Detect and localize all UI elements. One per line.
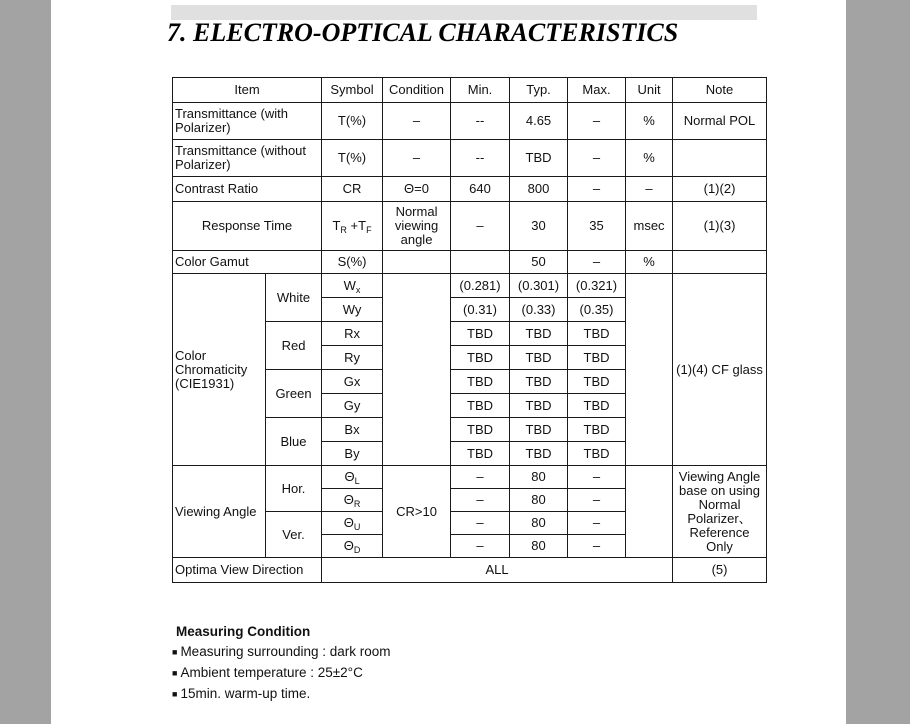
min-cell: TBD: [451, 418, 510, 442]
viewing-item-cell: Viewing Angle: [173, 466, 266, 558]
typ-cell: TBD: [510, 442, 568, 466]
max-cell: (0.321): [568, 274, 626, 298]
symbol-cell: Gx: [322, 370, 383, 394]
condition-cell: Normal viewing angle: [383, 202, 451, 251]
max-cell: –: [568, 177, 626, 202]
max-cell: TBD: [568, 322, 626, 346]
max-cell: TBD: [568, 346, 626, 370]
typ-cell: TBD: [510, 322, 568, 346]
max-cell: –: [568, 535, 626, 558]
condition-cell: CR>10: [383, 466, 451, 558]
typ-cell: TBD: [510, 140, 568, 177]
unit-cell: %: [626, 251, 673, 274]
typ-cell: 4.65: [510, 103, 568, 140]
item-cell: Contrast Ratio: [173, 177, 322, 202]
note-cell: (1)(3): [673, 202, 767, 251]
row-color-gamut: [173, 251, 767, 274]
max-cell: –: [568, 140, 626, 177]
header-item: Item: [173, 78, 322, 103]
symbol-subscript: R: [340, 225, 347, 235]
row-response-time: [173, 202, 767, 251]
header-typ: Typ.: [510, 78, 568, 103]
chromaticity-item-cell: Color Chromaticity (CIE1931): [173, 274, 266, 466]
min-cell: TBD: [451, 370, 510, 394]
max-cell: –: [568, 103, 626, 140]
hor-label: Hor.: [266, 466, 322, 512]
row-chroma-wx: [173, 274, 767, 298]
unit-cell: –: [626, 177, 673, 202]
typ-cell: 800: [510, 177, 568, 202]
measuring-item: [172, 642, 391, 663]
typ-cell: TBD: [510, 370, 568, 394]
max-cell: –: [568, 489, 626, 512]
symbol-cell: [322, 512, 383, 535]
symbol-cell: CR: [322, 177, 383, 202]
symbol-cell: Rx: [322, 322, 383, 346]
symbol-cell: Wy: [322, 298, 383, 322]
header-symbol: Symbol: [322, 78, 383, 103]
red-label: Red: [266, 322, 322, 370]
measuring-item-text: 15min. warm-up time.: [180, 686, 311, 701]
viewing-note-cell: Viewing Angle base on using Normal Polarizer、Reference Only: [673, 466, 767, 558]
unit-cell: [626, 466, 673, 558]
row-contrast-ratio: [173, 177, 767, 202]
min-cell: 640: [451, 177, 510, 202]
typ-cell: (0.33): [510, 298, 568, 322]
symbol-subscript: R: [353, 499, 361, 509]
max-cell: TBD: [568, 370, 626, 394]
symbol-cell: [322, 535, 383, 558]
condition-cell: [383, 274, 451, 466]
max-cell: TBD: [568, 394, 626, 418]
typ-cell: 80: [510, 466, 568, 489]
chromaticity-note-cell: (1)(4) CF glass: [673, 274, 767, 466]
min-cell: –: [451, 466, 510, 489]
note-cell: [673, 140, 767, 177]
symbol-subscript: F: [366, 225, 372, 235]
symbol-part: W: [343, 277, 356, 293]
symbol-cell: Gy: [322, 394, 383, 418]
bullet-icon: ■: [172, 647, 178, 657]
header-min: Min.: [451, 78, 510, 103]
theta-symbol: Θ: [344, 469, 355, 484]
bullet-icon: ■: [172, 668, 178, 678]
measuring-item: [172, 684, 391, 705]
symbol-cell: T(%): [322, 140, 383, 177]
document-page: [51, 0, 846, 724]
min-cell: –: [451, 512, 510, 535]
row-view-thetaL: [173, 466, 767, 489]
typ-cell: TBD: [510, 346, 568, 370]
measuring-title: Measuring Condition: [176, 624, 311, 639]
typ-cell: 80: [510, 512, 568, 535]
header-condition: Condition: [383, 78, 451, 103]
measuring-item-text: Measuring surrounding : dark room: [180, 644, 391, 659]
symbol-subscript: x: [355, 284, 361, 295]
condition-cell: Θ=0: [383, 177, 451, 202]
measuring-item-text: Ambient temperature : 25±2°C: [180, 665, 363, 680]
min-cell: –: [451, 535, 510, 558]
item-cell: Transmittance (with Polarizer): [173, 103, 322, 140]
min-cell: –: [451, 489, 510, 512]
max-cell: TBD: [568, 418, 626, 442]
unit-cell: msec: [626, 202, 673, 251]
note-cell: (5): [673, 558, 767, 583]
header-max: Max.: [568, 78, 626, 103]
typ-cell: TBD: [510, 394, 568, 418]
header-note: Note: [673, 78, 767, 103]
item-cell: Response Time: [173, 202, 322, 251]
symbol-cell: Ry: [322, 346, 383, 370]
measuring-item: [172, 663, 391, 684]
min-cell: [451, 251, 510, 274]
bullet-icon: ■: [172, 689, 178, 699]
green-label: Green: [266, 370, 322, 418]
symbol-part: +T: [346, 218, 367, 233]
blue-label: Blue: [266, 418, 322, 466]
row-transmittance-pol: [173, 103, 767, 140]
note-cell: Normal POL: [673, 103, 767, 140]
typ-cell: 80: [510, 489, 568, 512]
min-cell: --: [451, 140, 510, 177]
unit-cell: [626, 274, 673, 466]
symbol-cell: [322, 466, 383, 489]
max-cell: –: [568, 251, 626, 274]
condition-cell: –: [383, 103, 451, 140]
min-cell: TBD: [451, 322, 510, 346]
min-cell: TBD: [451, 442, 510, 466]
min-cell: (0.281): [451, 274, 510, 298]
max-cell: TBD: [568, 442, 626, 466]
condition-cell: [383, 251, 451, 274]
min-cell: TBD: [451, 394, 510, 418]
symbol-subscript: D: [353, 545, 361, 555]
symbol-cell: Bx: [322, 418, 383, 442]
symbol-cell: S(%): [322, 251, 383, 274]
measuring-condition: [172, 622, 391, 705]
symbol-cell: By: [322, 442, 383, 466]
typ-cell: 50: [510, 251, 568, 274]
max-cell: 35: [568, 202, 626, 251]
symbol-part: T: [332, 218, 341, 233]
typ-cell: 30: [510, 202, 568, 251]
typ-cell: (0.301): [510, 274, 568, 298]
row-transmittance-nopol: [173, 140, 767, 177]
note-cell: [673, 251, 767, 274]
theta-symbol: Θ: [343, 538, 354, 553]
symbol-cell: T(%): [322, 103, 383, 140]
symbol-subscript: L: [354, 476, 360, 486]
white-label: White: [266, 274, 322, 322]
theta-symbol: Θ: [343, 492, 354, 507]
unit-cell: %: [626, 103, 673, 140]
min-cell: --: [451, 103, 510, 140]
symbol-cell: [322, 489, 383, 512]
row-optima-view: [173, 558, 767, 583]
max-cell: –: [568, 512, 626, 535]
theta-symbol: Θ: [343, 515, 354, 530]
min-cell: TBD: [451, 346, 510, 370]
electro-optical-table: [172, 77, 767, 583]
symbol-subscript: U: [353, 522, 361, 532]
condition-cell: –: [383, 140, 451, 177]
min-cell: (0.31): [451, 298, 510, 322]
typ-cell: TBD: [510, 418, 568, 442]
item-cell: Color Gamut: [173, 251, 322, 274]
unit-cell: %: [626, 140, 673, 177]
ver-label: Ver.: [266, 512, 322, 558]
item-cell: Transmittance (without Polarizer): [173, 140, 322, 177]
note-cell: (1)(2): [673, 177, 767, 202]
symbol-cell: [322, 202, 383, 251]
min-cell: –: [451, 202, 510, 251]
optima-value-cell: ALL: [322, 558, 673, 583]
item-cell: Optima View Direction: [173, 558, 322, 583]
symbol-cell: [322, 274, 383, 298]
section-heading: 7. ELECTRO-OPTICAL CHARACTERISTICS: [167, 18, 679, 47]
header-unit: Unit: [626, 78, 673, 103]
max-cell: –: [568, 466, 626, 489]
typ-cell: 80: [510, 535, 568, 558]
max-cell: (0.35): [568, 298, 626, 322]
header-row: [173, 78, 767, 103]
